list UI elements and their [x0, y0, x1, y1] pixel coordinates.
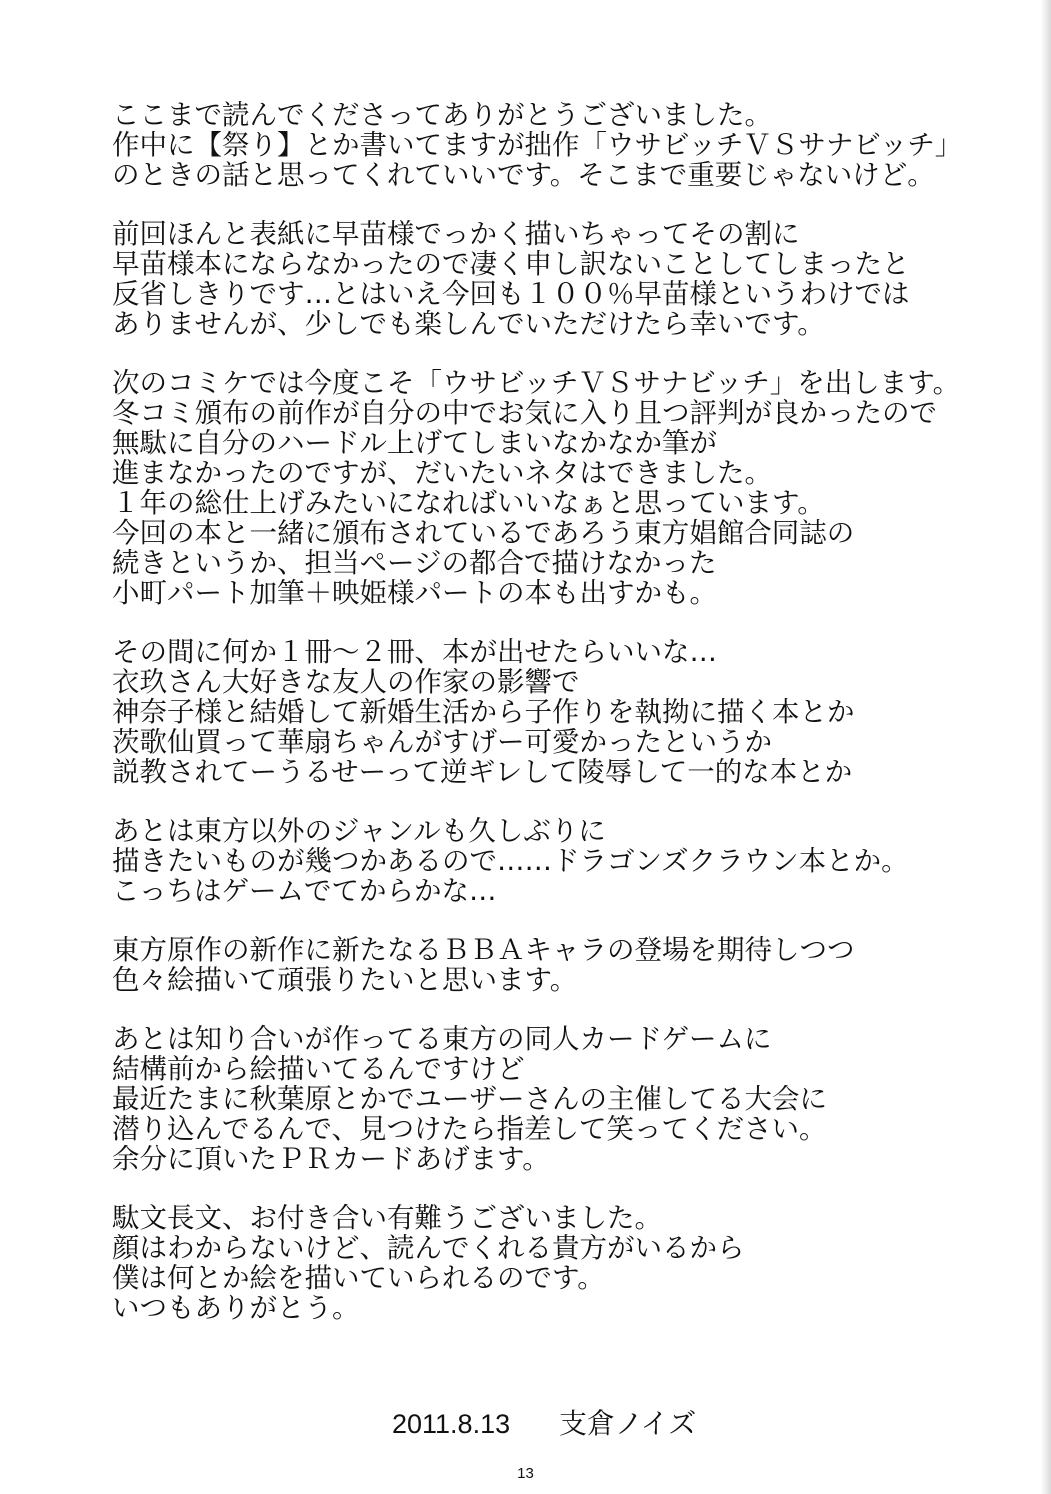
text-line: 今回の本と一緒に頒布されているであろう東方娼館合同誌の — [112, 517, 855, 549]
paragraph-new-character — [112, 935, 1012, 995]
text-line: 小町パート加筆＋映姫様パートの本も出すかも。 — [112, 577, 717, 609]
text-line: 僕は何とか絵を描いていられるのです。 — [112, 1262, 605, 1294]
paragraph-closing — [112, 1203, 1012, 1323]
afterword-text — [112, 100, 1012, 1352]
text-line: ありませんが、少しでも楽しんでいただけたら幸いです。 — [112, 308, 825, 340]
text-line: いつもありがとう。 — [112, 1292, 360, 1324]
text-line: 次のコミケでは今度こそ「ウサビッチＶＳサナビッチ」を出します。 — [112, 367, 961, 399]
paragraph-previous-issue — [112, 219, 1012, 339]
text-line: 続きというか、担当ページの都合で描けなかった — [112, 547, 717, 579]
text-line: 東方原作の新作に新たなるＢＢＡキャラの登場を期待しつつ — [112, 934, 855, 966]
text-line: その間に何か１冊～２冊、本が出せたらいいな… — [112, 636, 717, 668]
paragraph-plans — [112, 637, 1012, 787]
text-line: 説教されてーうるせーって逆ギレして陵辱して一的な本とか — [112, 756, 853, 788]
text-line: 衣玖さん大好きな友人の作家の影響で — [112, 666, 580, 698]
paragraph-thanks — [112, 100, 1012, 190]
text-line: 無駄に自分のハードル上げてしまいなかなか筆が — [112, 427, 717, 459]
text-line: こっちはゲームでてからかな… — [112, 875, 497, 907]
text-line: 前回ほんと表紙に早苗様でっかく描いちゃってその割に — [112, 218, 800, 250]
text-line: あとは東方以外のジャンルも久しぶりに — [112, 815, 606, 847]
text-line: あとは知り合いが作ってる東方の同人カードゲームに — [112, 1023, 772, 1055]
text-line: 反省しきりです…とはいえ今回も１００％早苗様というわけでは — [112, 278, 910, 310]
paragraph-next-comiket — [112, 368, 1012, 608]
text-line: 最近たまに秋葉原とかでユーザーさんの主催してる大会に — [112, 1083, 827, 1115]
text-line: 潜り込んでるんで、見つけたら指差して笑ってください。 — [112, 1113, 827, 1145]
text-line: 余分に頂いたＰＲカードあげます。 — [112, 1143, 550, 1175]
signature — [392, 1406, 696, 1442]
page-number: 13 — [517, 1465, 534, 1482]
text-line: 冬コミ頒布の前作が自分の中でお気に入り且つ評判が良かったので — [112, 397, 937, 429]
text-line: 茨歌仙買って華扇ちゃんがすげー可愛かったというか — [112, 726, 772, 758]
paragraph-card-game — [112, 1024, 1012, 1174]
text-line: のときの話と思ってくれていいです。そこまで重要じゃないけど。 — [112, 159, 935, 191]
page-edge-shadow — [1041, 0, 1051, 1494]
text-line: 色々絵描いて頑張りたいと思います。 — [112, 964, 578, 996]
text-line: 描きたいものが幾つかあるので……ドラゴンズクラウン本とか。 — [112, 845, 909, 877]
text-line: 進まなかったのですが、だいたいネタはできました。 — [112, 457, 772, 489]
text-line: １年の総仕上げみたいになればいいなぁと思っています。 — [112, 487, 825, 519]
text-line: ここまで読んでくださってありがとうございました。 — [112, 99, 772, 131]
paragraph-other-genres — [112, 816, 1012, 906]
signature-author: 支倉ノイズ — [559, 1407, 697, 1440]
signature-date: 2011.8.13 — [392, 1409, 511, 1439]
text-line: 作中に【祭り】とか書いてますが拙作「ウサビッチＶＳサナビッチ」 — [112, 129, 963, 161]
text-line: 顔はわからないけど、読んでくれる貴方がいるから — [112, 1232, 745, 1264]
text-line: 結構前から絵描いてるんですけど — [112, 1053, 525, 1085]
text-line: 駄文長文、お付き合い有難うございました。 — [112, 1202, 662, 1234]
text-line: 神奈子様と結婚して新婚生活から子作りを執拗に描く本とか — [112, 696, 855, 728]
text-line: 早苗様本にならなかったので凄く申し訳ないことしてしまったと — [112, 248, 910, 280]
